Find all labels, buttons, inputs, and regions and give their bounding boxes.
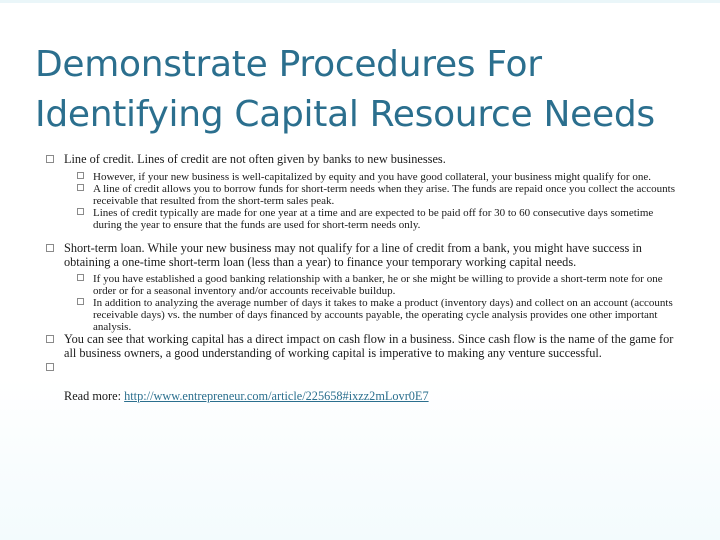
bullet-text: Short-term loan. While your new business may not qualify for a line of credit from a bank, you might have success in obtaining a one-time short-term loan (less than a year) to finance your temporary working capital needs.	[64, 240, 642, 269]
source-link[interactable]: http://www.entrepreneur.com/article/225658#ixzz2mLovr0E7	[124, 388, 429, 403]
sub-bullet	[44, 183, 684, 207]
sub-bullet	[44, 171, 684, 183]
read-more	[44, 389, 684, 403]
top-divider	[0, 0, 720, 3]
bullet-marker-icon	[46, 335, 54, 343]
bullet-text: Line of credit. Lines of credit are not often given by banks to new businesses.	[64, 152, 446, 166]
sub-bullet-marker-icon	[77, 172, 84, 179]
bullet-marker-icon	[46, 155, 54, 163]
bullet-short-term-loan	[44, 242, 684, 270]
slide-content	[44, 153, 684, 403]
sub-bullet-text: If you have established a good banking relationship with a banker, he or she might be willing to provide a short-term note for one order or for a seasonal inventory and/or accounts receivable buildup.	[93, 273, 663, 298]
sub-bullet-marker-icon	[77, 184, 84, 191]
sub-bullet	[44, 297, 684, 333]
bullet-marker-icon	[46, 244, 54, 252]
sub-bullet-marker-icon	[77, 298, 84, 305]
sub-bullet	[44, 207, 684, 231]
bullet-working-capital	[44, 333, 684, 361]
bullet-marker-icon	[46, 363, 54, 371]
sub-bullet-marker-icon	[77, 274, 84, 281]
sub-bullet-text: A line of credit allows you to borrow funds for short-term needs when they arise. The funds are repaid once you collect the accounts receivable that resulted from the short-term sales peak.	[93, 182, 676, 207]
sub-bullet-text: Lines of credit typically are made for one year at a time and are expected to be paid off for 30 to 60 consecutive days sometime during the year to ensure that the funds are used for short-term needs only.	[93, 206, 654, 231]
bullet-line-of-credit	[44, 153, 684, 167]
sub-bullet-text: However, if your new business is well-capitalized by equity and you have good collateral, your business might qualify for one.	[93, 170, 651, 183]
read-more-label: Read more:	[64, 388, 125, 403]
sub-bullet-marker-icon	[77, 208, 84, 215]
sub-bullet-text: In addition to analyzing the average number of days it takes to make a product (inventory days) and collect on an account (accounts receivable days) vs. the number of days financed by accounts payable, the operating cycle analysis provides one other important analysis.	[93, 297, 673, 334]
slide-title: Demonstrate Procedures For Identifying Capital Resource Needs	[35, 44, 655, 135]
bullet-empty	[44, 361, 684, 375]
bullet-text: You can see that working capital has a direct impact on cash flow in a business. Since cash flow is the name of the game for all business owners, a good understanding of working capital is imperative to making any venture successful.	[64, 332, 674, 361]
sub-bullet	[44, 273, 684, 297]
